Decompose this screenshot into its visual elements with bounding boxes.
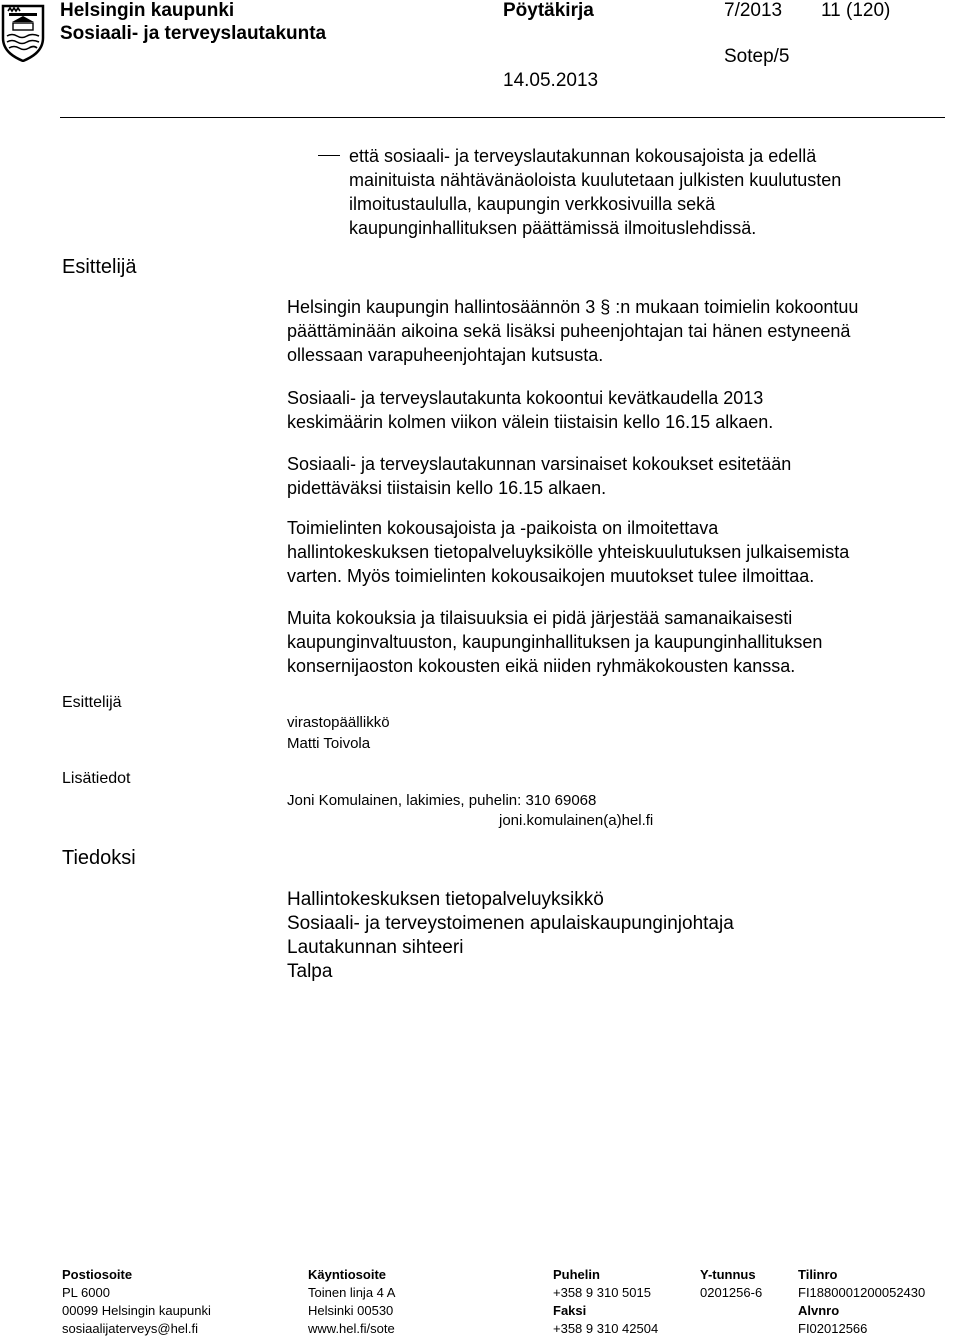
section-label-lisatiedot: Lisätiedot — [62, 770, 131, 787]
contact-line: Joni Komulainen, lakimies, puhelin: 310 69068 — [287, 792, 597, 809]
footer-label: Tilinro — [798, 1267, 838, 1282]
recipient-item: Sosiaali- ja terveystoimenen apulaiskaupunginjohtaja — [287, 913, 734, 934]
footer-phone-fax — [553, 1266, 658, 1338]
list-item-line: kaupunginhallituksen päättämissä ilmoituslehdissä. — [349, 218, 757, 238]
footer-email: sosiaalijaterveys@hel.fi — [62, 1321, 199, 1336]
paragraph-line: keskimäärin kolmen viikon välein tiistaisin kello 16.15 alkaen. — [287, 412, 774, 432]
helsinki-crest-logo — [0, 2, 46, 62]
paragraph-line: Sosiaali- ja terveyslautakunnan varsinaiset kokoukset esitetään — [287, 454, 792, 474]
paragraph-rules — [287, 295, 858, 367]
presenter-name: Matti Toivola — [287, 735, 371, 752]
section-reference: Sotep/5 — [724, 46, 790, 67]
footer-bank-vat — [798, 1266, 925, 1338]
footer-label: Käyntiosoite — [308, 1267, 387, 1282]
section-label-tiedoksi: Tiedoksi — [62, 847, 136, 869]
paragraph-line: pidettäväksi tiistaisin kello 16.15 alkaen. — [287, 478, 607, 498]
paragraph-line: kaupunginvaltuuston, kaupunginhallituksen ja kaupunginhallituksen — [287, 632, 823, 652]
footer-website: www.hel.fi/sote — [308, 1321, 395, 1336]
presenter-title: virastopäällikkö — [287, 714, 390, 731]
footer-value: +358 9 310 42504 — [553, 1321, 659, 1336]
list-item — [349, 144, 841, 240]
paragraph-line: Sosiaali- ja terveyslautakunta kokoontui kevätkaudella 2013 — [287, 388, 764, 408]
footer-value: +358 9 310 5015 — [553, 1285, 651, 1300]
page-count: 11 (120) — [821, 0, 891, 21]
paragraph-regular-meetings — [287, 452, 791, 500]
document-type: Pöytäkirja — [503, 0, 594, 21]
footer-postal-address — [62, 1266, 211, 1338]
header-divider — [60, 117, 945, 118]
paragraph-line: konsernijaoston kokousten eikä niiden ryhmäkokousten kanssa. — [287, 656, 796, 676]
footer-value: FI1880001200052430 — [798, 1285, 926, 1300]
org-name: Helsingin kaupunki — [60, 0, 235, 21]
footer-value: 0201256-6 — [700, 1285, 763, 1300]
footer-label: Alvnro — [798, 1303, 840, 1318]
paragraph-line: varten. Myös toimielinten kokousaikojen muutokset tulee ilmoittaa. — [287, 566, 815, 586]
footer-label: Postiosoite — [62, 1267, 133, 1282]
footer-value: Toinen linja 4 A — [308, 1285, 396, 1300]
paragraph-notification — [287, 516, 849, 588]
recipient-item: Lautakunnan sihteeri — [287, 937, 464, 958]
document-number: 7/2013 — [724, 0, 783, 21]
paragraph-line: ollessaan varapuheenjohtajan kutsusta. — [287, 345, 604, 365]
section-label-esittelija: Esittelijä — [62, 256, 137, 278]
footer-visiting-address — [308, 1266, 395, 1338]
presenter-block — [287, 712, 390, 754]
board-name: Sosiaali- ja terveyslautakunta — [60, 23, 327, 44]
footer-label: Y-tunnus — [700, 1267, 756, 1282]
footer-value: Helsinki 00530 — [308, 1303, 394, 1318]
paragraph-line: hallintokeskuksen tietopalveluyksikölle yhteiskuulutuksen julkaisemista — [287, 542, 850, 562]
meeting-date: 14.05.2013 — [503, 70, 599, 91]
footer-label: Faksi — [553, 1303, 587, 1318]
list-item-line: että sosiaali- ja terveyslautakunnan kokousajoista ja edellä — [349, 146, 817, 166]
footer-value: FI02012566 — [798, 1321, 868, 1336]
paragraph-line: päättäminään aikoina sekä lisäksi puheenjohtajan tai hänen estyneenä — [287, 321, 851, 341]
paragraph-spring-meetings — [287, 386, 773, 434]
recipient-list — [287, 888, 734, 984]
footer-value: PL 6000 — [62, 1285, 110, 1300]
paragraph-line: Muita kokouksia ja tilaisuuksia ei pidä järjestää samanaikaisesti — [287, 608, 793, 628]
footer-label: Puhelin — [553, 1267, 600, 1282]
paragraph-line: Toimielinten kokousajoista ja -paikoista on ilmoitettava — [287, 518, 719, 538]
footer-value: 00099 Helsingin kaupunki — [62, 1303, 211, 1318]
section-label-esittelija-2: Esittelijä — [62, 694, 122, 711]
paragraph-other-meetings — [287, 606, 822, 678]
footer-business-id — [700, 1266, 762, 1302]
dash-bullet — [318, 155, 340, 156]
list-item-line: ilmoitustaululla, kaupungin verkkosivuilla sekä — [349, 194, 716, 214]
recipient-item: Talpa — [287, 961, 333, 982]
recipient-item: Hallintokeskuksen tietopalveluyksikkö — [287, 889, 604, 910]
contact-email: joni.komulainen(a)hel.fi — [499, 812, 654, 829]
paragraph-line: Helsingin kaupungin hallintosäännön 3 § :n mukaan toimielin kokoontuu — [287, 297, 859, 317]
list-item-line: mainituista nähtävänäoloista kuulutetaan julkisten kuulutusten — [349, 170, 842, 190]
